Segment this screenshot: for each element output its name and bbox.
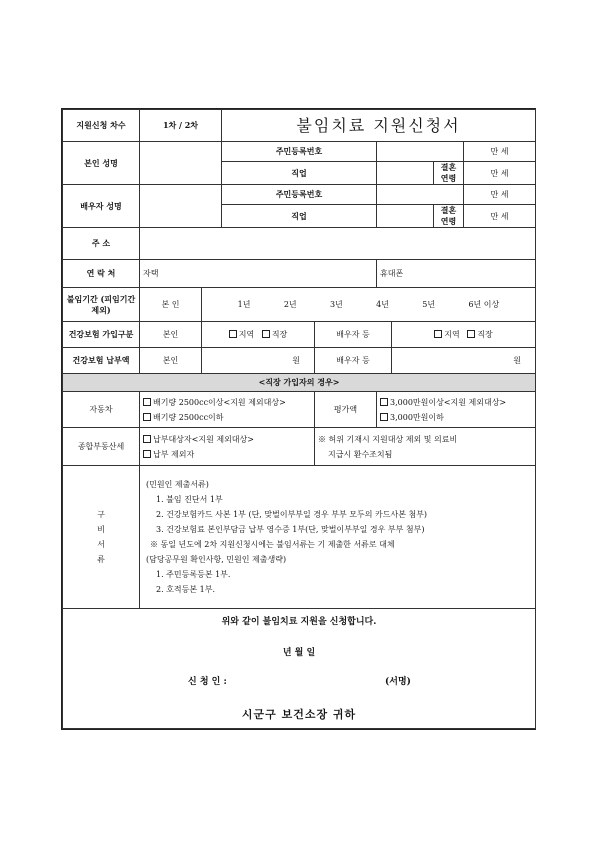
home-phone-field[interactable] <box>140 260 377 288</box>
doc-item: 1. 주민등록등본 1부. <box>156 570 231 579</box>
documents-label <box>63 466 140 609</box>
insurance-type-spouse: 배우자 등 <box>315 322 392 348</box>
property-tax-label: 종합부동산세 <box>63 428 140 466</box>
doc-note: ※ 동일 년도에 2차 지원신청시에는 불임서류는 기 제출한 서류로 대체 <box>150 540 395 549</box>
checkbox[interactable] <box>143 398 151 406</box>
insurance-pay-spouse-field[interactable] <box>392 348 536 374</box>
doc-item: 2. 호적등본 1부. <box>156 585 215 594</box>
option-label: 직장 <box>477 330 493 339</box>
warning-line: 지급시 환수조치됨 <box>328 449 393 459</box>
applicant-marriage-label: 결혼연령 <box>434 162 464 185</box>
insurance-spouse-options[interactable] <box>392 322 536 348</box>
checkbox[interactable] <box>380 413 388 421</box>
year-option[interactable]: 3년 <box>329 300 343 309</box>
checkbox[interactable] <box>143 435 151 443</box>
spouse-age[interactable]: 만 세 <box>464 185 536 205</box>
spouse-marriage-age[interactable]: 만 세 <box>464 205 536 228</box>
spouse-name-label: 배우자 성명 <box>63 185 140 228</box>
label-char: 구 <box>97 510 105 519</box>
option-label: 지역 <box>238 330 255 339</box>
label-char: 서 <box>97 540 105 549</box>
year-option[interactable]: 1년 <box>237 300 251 309</box>
checkbox[interactable] <box>143 450 151 458</box>
employee-section-header: <직장 가입자의 경우> <box>63 374 536 392</box>
option-label: 3,000만원이하 <box>390 412 444 422</box>
insurance-pay-label: 건강보험 납부액 <box>63 348 140 374</box>
car-value-label: 평가액 <box>315 392 377 428</box>
form-title: 불임치료 지원신청서 <box>222 110 536 142</box>
label-char: 비 <box>97 525 105 534</box>
infertility-self-label: 본 인 <box>140 288 202 322</box>
year-option[interactable]: 2년 <box>283 300 297 309</box>
applicant-age[interactable]: 만 세 <box>464 142 536 162</box>
insurance-pay-self: 본인 <box>140 348 202 374</box>
car-value-options[interactable] <box>377 392 536 428</box>
spouse-job-field[interactable] <box>377 205 434 228</box>
option-label: 배기량 2500cc이상<지원 제외대상> <box>153 397 286 407</box>
checkbox[interactable] <box>380 398 388 406</box>
request-statement: 위와 같이 불임치료 지원을 신청합니다. <box>221 617 377 627</box>
doc-item: 1. 불임 진단서 1부 <box>156 495 223 504</box>
infertility-period-label: 불임기간 (피임기간제외) <box>63 288 140 322</box>
label-char: 류 <box>97 555 105 564</box>
contact-label: 연 락 처 <box>63 260 140 288</box>
home-phone-label: 자택 <box>143 269 159 278</box>
year-option[interactable]: 5년 <box>422 300 436 309</box>
won-unit: 원 <box>292 356 300 365</box>
warning-line: ※ 허위 기재시 지원대상 제외 및 의료비 <box>318 434 458 444</box>
spouse-job-label: 직업 <box>222 205 377 228</box>
checkbox[interactable] <box>434 330 442 338</box>
year-option[interactable]: 6년 이상 <box>468 300 500 309</box>
recipient: 시군구 보건소장 귀하 <box>241 708 357 721</box>
mobile-phone-field[interactable] <box>377 260 536 288</box>
insurance-pay-spouse: 배우자 등 <box>315 348 392 374</box>
applicant-marriage-age[interactable]: 만 세 <box>464 162 536 185</box>
applicant-job-field[interactable] <box>377 162 434 185</box>
insurance-type-self: 본인 <box>140 322 202 348</box>
insurance-type-label: 건강보험 가입구분 <box>63 322 140 348</box>
doc-item: 3. 건강보험료 본인부담금 납부 영수증 1부(단, 맞벌이부부일 경우 부부 첨부) <box>156 525 425 534</box>
car-label: 자동차 <box>63 392 140 428</box>
applicant-name-field[interactable] <box>140 142 222 185</box>
checkbox[interactable] <box>229 330 237 338</box>
doc-item: 2. 건강보험카드 사본 1부 (단, 맞벌이부부일 경우 부부 모두의 카드사본 첨부) <box>156 510 428 519</box>
spouse-rrn-label: 주민등록번호 <box>222 185 377 205</box>
date-line[interactable]: 년 월 일 <box>282 648 316 658</box>
documents-list <box>140 466 536 609</box>
spouse-rrn-field[interactable] <box>377 185 464 205</box>
infertility-years[interactable] <box>202 288 536 322</box>
option-label: 직장 <box>271 330 288 339</box>
property-tax-options[interactable] <box>140 428 315 466</box>
checkbox[interactable] <box>143 413 151 421</box>
round-value[interactable]: 1차 / 2차 <box>140 110 222 142</box>
spouse-name-field[interactable] <box>140 185 222 228</box>
application-form <box>61 108 536 730</box>
applicant-job-label: 직업 <box>222 162 377 185</box>
spouse-marriage-label: 결혼연령 <box>434 205 464 228</box>
docs-heading: (민원인 제출서류) <box>146 480 209 489</box>
year-option[interactable]: 4년 <box>376 300 389 309</box>
address-field[interactable] <box>140 228 536 260</box>
option-label: 배기량 2500cc이하 <box>153 412 224 422</box>
option-label: 3,000만원이상<지원 제외대상> <box>390 397 507 407</box>
option-label: 지역 <box>444 330 460 339</box>
docs-heading: (담당공무원 확인사항, 민원인 제출생략) <box>146 555 287 564</box>
form-table <box>62 109 536 729</box>
option-label: 납부대상자<지원 제외대상> <box>153 434 254 444</box>
applicant-rrn-label: 주민등록번호 <box>222 142 377 162</box>
checkbox[interactable] <box>262 330 270 338</box>
false-report-warning <box>315 428 536 466</box>
checkbox[interactable] <box>467 330 475 338</box>
mobile-phone-label: 휴대폰 <box>380 269 404 278</box>
round-label: 지원신청 차수 <box>63 110 140 142</box>
signature-block <box>63 609 536 729</box>
address-label: 주 소 <box>63 228 140 260</box>
applicant-name-label: 본인 성명 <box>63 142 140 185</box>
insurance-pay-self-field[interactable] <box>202 348 315 374</box>
sign-mark[interactable]: (서명) <box>385 677 411 687</box>
applicant-sign-label: 신 청 인 : <box>188 677 227 687</box>
car-options[interactable] <box>140 392 315 428</box>
applicant-rrn-field[interactable] <box>377 142 464 162</box>
option-label: 납부 제외자 <box>153 449 195 459</box>
insurance-self-options[interactable] <box>202 322 315 348</box>
won-unit: 원 <box>513 356 522 365</box>
